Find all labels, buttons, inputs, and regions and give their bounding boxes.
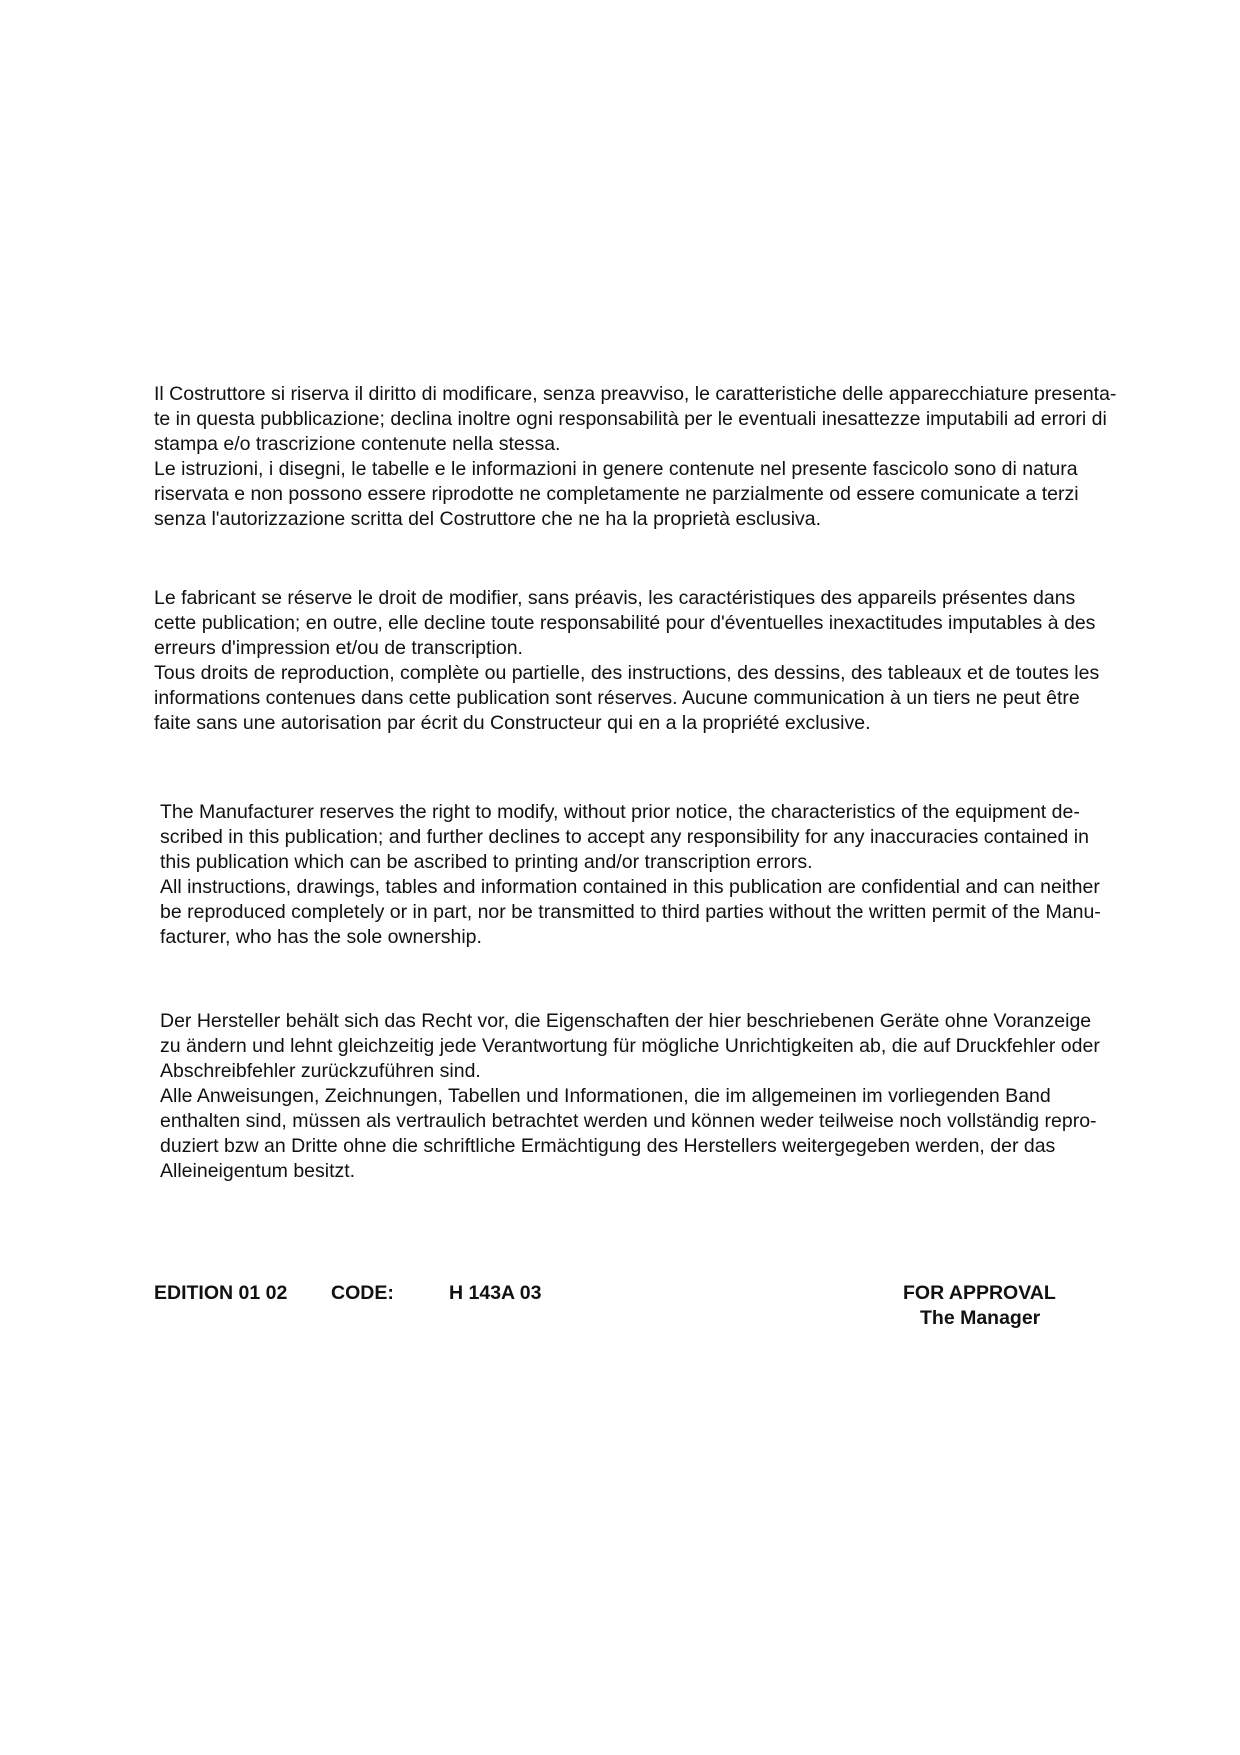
text-line: Alleineigentum besitzt. [160, 1160, 356, 1182]
text-line: Tous droits de reproduction, complète ou partielle, des instructions, des dessins, des tableaux et de toutes les [154, 662, 1100, 684]
text-line: Alle Anweisungen, Zeichnungen, Tabellen und Informationen, die im allgemeinen im vorliegenden Band [160, 1085, 1051, 1107]
text-line: senza l'autorizzazione scritta del Costruttore che ne ha la proprietà esclusiva. [154, 508, 822, 530]
text-line: Le fabricant se réserve le droit de modifier, sans préavis, les caractéristiques des appareils présentes dans [154, 587, 1076, 609]
english-disclaimer [160, 800, 1200, 950]
text-line: Abschreibfehler zurückzuführen sind. [160, 1060, 481, 1082]
german-disclaimer [160, 1009, 1200, 1184]
text-line: riservata e non possono essere riprodotte ne completamente ne parzialmente od essere comunicate a terzi [154, 483, 1079, 505]
approval-label: FOR APPROVAL [903, 1282, 1056, 1304]
text-line: cette publication; en outre, elle decline toute responsabilité pour d'éventuelles inexactitudes imputables à des [154, 612, 1096, 634]
text-line: te in questa pubblicazione; declina inoltre ogni responsabilità per le eventuali inesattezze imputabili ad errori di [154, 408, 1107, 430]
edition-label: EDITION 01 02 [154, 1282, 288, 1304]
text-line: enthalten sind, müssen als vertraulich betrachtet werden und können weder teilweise noch vollständig repro- [160, 1110, 1097, 1132]
text-line: facturer, who has the sole ownership. [160, 926, 482, 948]
text-line: Il Costruttore si riserva il diritto di modificare, senza preavviso, le caratteristiche delle apparecchiature presenta- [154, 383, 1117, 405]
text-line: this publication which can be ascribed to printing and/or transcription errors. [160, 851, 813, 873]
code-value: H 143A 03 [449, 1282, 542, 1304]
text-line: All instructions, drawings, tables and information contained in this publication are confidential and can neither [160, 876, 1100, 898]
text-line: The Manufacturer reserves the right to modify, without prior notice, the characteristics of the equipment de- [160, 801, 1080, 823]
text-line: duziert bzw an Dritte ohne die schriftliche Ermächtigung des Herstellers weitergegeben werden, der das [160, 1135, 1056, 1157]
text-line: stampa e/o trascrizione contenute nella stessa. [154, 433, 561, 455]
manager-label: The Manager [920, 1307, 1041, 1329]
french-disclaimer [154, 586, 1194, 736]
text-line: erreurs d'impression et/ou de transcription. [154, 637, 523, 659]
code-label: CODE: [331, 1282, 394, 1304]
text-line: zu ändern und lehnt gleichzeitig jede Verantwortung für mögliche Unrichtigkeiten ab, die auf Druckfehler oder [160, 1035, 1100, 1057]
italian-disclaimer [154, 382, 1194, 532]
text-line: faite sans une autorisation par écrit du Constructeur qui en a la propriété exclusive. [154, 712, 871, 734]
text-line: Le istruzioni, i disegni, le tabelle e le informazioni in genere contenute nel presente fascicolo sono di natura [154, 458, 1078, 480]
text-line: be reproduced completely or in part, nor be transmitted to third parties without the written permit of the Manu- [160, 901, 1101, 923]
text-line: informations contenues dans cette publication sont réserves. Aucune communication à un tiers ne peut être [154, 687, 1080, 709]
text-line: Der Hersteller behält sich das Recht vor, die Eigenschaften der hier beschriebenen Geräte ohne Voranzeige [160, 1010, 1092, 1032]
text-line: scribed in this publication; and further declines to accept any responsibility for any inaccuracies contained in [160, 826, 1089, 848]
